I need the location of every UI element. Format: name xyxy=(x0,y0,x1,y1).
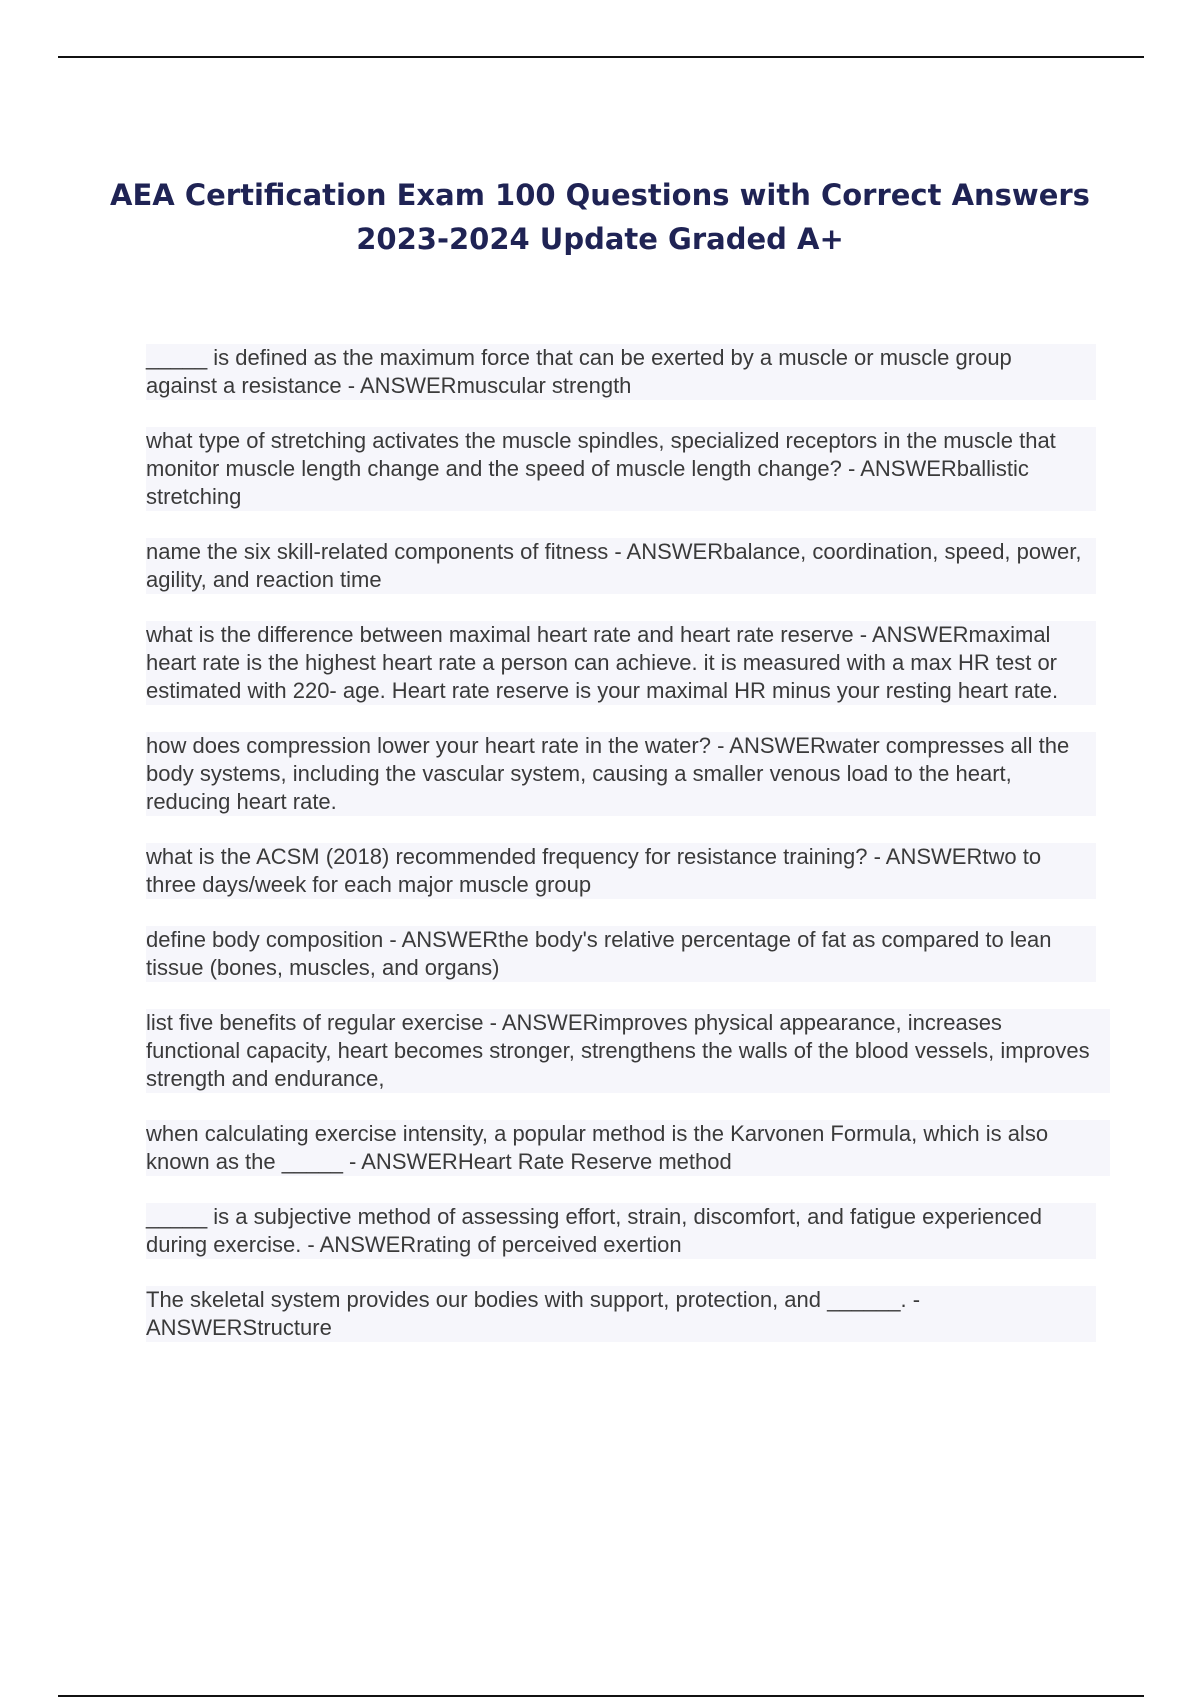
qa-item: when calculating exercise intensity, a popular method is the Karvonen Formula, which is also known as the _____ - ANSWERHeart Rate Reserve method xyxy=(146,1120,1110,1176)
qa-item: name the six skill-related components of fitness - ANSWERbalance, coordination, speed, power, agility, and reaction time xyxy=(146,538,1096,594)
qa-item: define body composition - ANSWERthe body's relative percentage of fat as compared to lean tissue (bones, muscles, and organs) xyxy=(146,926,1096,982)
qa-item: The skeletal system provides our bodies with support, protection, and ______. - ANSWERStructure xyxy=(146,1286,1096,1342)
document-title: AEA Certification Exam 100 Questions with Correct Answers 2023-2024 Update Graded A+ xyxy=(110,178,1090,256)
qa-list xyxy=(146,344,1096,1369)
qa-item: what type of stretching activates the muscle spindles, specialized receptors in the muscle that monitor muscle length change and the speed of muscle length change? - ANSWERballistic stretching xyxy=(146,427,1096,511)
top-rule xyxy=(58,56,1144,58)
qa-item: how does compression lower your heart rate in the water? - ANSWERwater compresses all the body systems, including the vascular system, causing a smaller venous load to the heart, reducing heart rate. xyxy=(146,732,1096,816)
bottom-rule xyxy=(58,1695,1144,1697)
qa-item: what is the difference between maximal heart rate and heart rate reserve - ANSWERmaximal heart rate is the highest heart rate a person can achieve. it is measured with a max HR test or estimated with 220- age. Heart rate reserve is your maximal HR minus your resting heart rate. xyxy=(146,621,1096,705)
qa-item: list five benefits of regular exercise - ANSWERimproves physical appearance, increases functional capacity, heart becomes stronger, strengthens the walls of the blood vessels, improves strength and endurance, xyxy=(146,1009,1110,1093)
qa-item: what is the ACSM (2018) recommended frequency for resistance training? - ANSWERtwo to three days/week for each major muscle group xyxy=(146,843,1096,899)
qa-item: _____ is a subjective method of assessing effort, strain, discomfort, and fatigue experienced during exercise. - ANSWERrating of perceived exertion xyxy=(146,1203,1096,1259)
qa-item: _____ is defined as the maximum force that can be exerted by a muscle or muscle group against a resistance - ANSWERmuscular strength xyxy=(146,344,1096,400)
